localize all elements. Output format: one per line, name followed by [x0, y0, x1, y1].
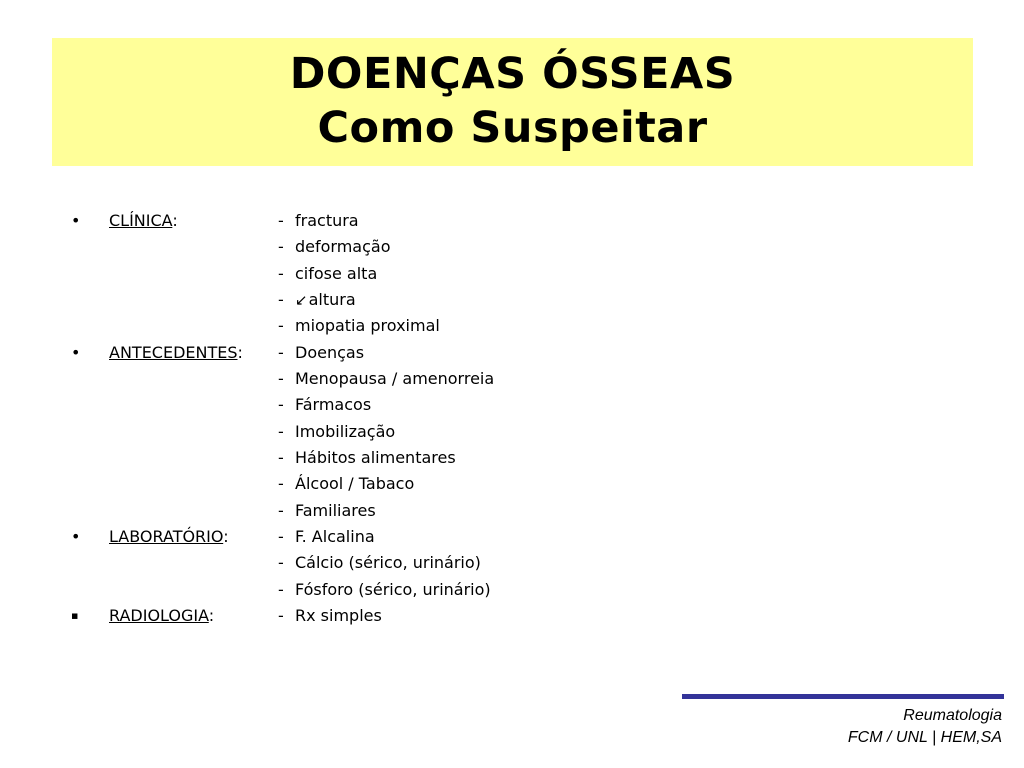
dash: -: [278, 368, 284, 388]
list-item: [0, 261, 1024, 287]
list-item-text: miopatia proximal: [295, 316, 440, 336]
list-item-text: Doenças: [295, 342, 365, 362]
section-label-laboratorio: LABORATÓRIO:: [109, 526, 229, 546]
slide-title: DOENÇAS ÓSSEAS: [289, 49, 736, 99]
list-item: [0, 366, 1024, 392]
list-item: [0, 471, 1024, 497]
section-label-radiologia: RADIOLOGIA:: [109, 605, 215, 625]
list-item: [0, 392, 1024, 418]
list-item: [0, 577, 1024, 603]
list-item: [0, 603, 1024, 629]
dash: -: [278, 421, 284, 441]
bullet: •: [71, 211, 81, 230]
list-item-text: Familiares: [295, 500, 376, 520]
footer-institution: FCM / UNL | HEM,SA: [847, 729, 1002, 746]
list-item: [0, 498, 1024, 524]
list-item-text: Hábitos alimentares: [295, 447, 456, 467]
dash: -: [278, 289, 284, 309]
list-item-text: cifose alta: [295, 263, 378, 283]
list-item: [0, 340, 1024, 366]
footer: [848, 705, 1002, 749]
list-item-text: Fármacos: [295, 395, 372, 415]
list-item-text: Menopausa / amenorreia: [295, 368, 495, 388]
slide-subtitle: Como Suspeitar: [317, 103, 708, 153]
dash: -: [278, 263, 284, 283]
list-item: [295, 287, 356, 313]
bullet: •: [71, 526, 81, 546]
list-item-text: Rx simples: [295, 605, 382, 625]
bullet: ▪: [71, 608, 79, 622]
bullet: •: [71, 342, 81, 362]
dash: -: [278, 342, 284, 362]
list-item-text: Álcool / Tabaco: [295, 474, 415, 494]
section-label-antecedentes: ANTECEDENTES:: [109, 342, 243, 362]
list-item-text: Fósforo (sérico, urinário): [295, 579, 491, 599]
list-item-text: fractura: [295, 211, 359, 230]
list-item: [0, 208, 1024, 234]
dash: -: [278, 237, 284, 257]
footer-rule: [682, 694, 1004, 699]
dash: -: [278, 316, 284, 336]
down-arrow-icon: ↙: [295, 290, 308, 309]
section-label-clinica: CLÍNICA:: [109, 211, 178, 230]
dash: -: [278, 447, 284, 467]
list-item-text: Cálcio (sérico, urinário): [295, 553, 481, 573]
list-item-text: Imobilização: [295, 421, 396, 441]
dash: -: [278, 526, 284, 546]
list-item-text: deformação: [295, 237, 391, 257]
dash: -: [278, 211, 284, 230]
list-item: [0, 550, 1024, 576]
slide-body: [0, 208, 1024, 629]
list-item-text: altura: [308, 289, 356, 309]
dash: -: [278, 579, 284, 599]
list-item: [0, 287, 1024, 313]
dash: -: [278, 474, 284, 494]
dash: -: [278, 395, 284, 415]
dash: -: [278, 500, 284, 520]
list-item: [0, 524, 1024, 550]
list-item: [0, 234, 1024, 260]
list-item: [0, 445, 1024, 471]
footer-department: Reumatologia: [903, 707, 1002, 724]
list-item: [0, 419, 1024, 445]
list-item-text: F. Alcalina: [295, 526, 375, 546]
list-item: [0, 313, 1024, 339]
dash: -: [278, 553, 284, 573]
dash: -: [278, 605, 284, 625]
title-banner: [52, 38, 973, 166]
